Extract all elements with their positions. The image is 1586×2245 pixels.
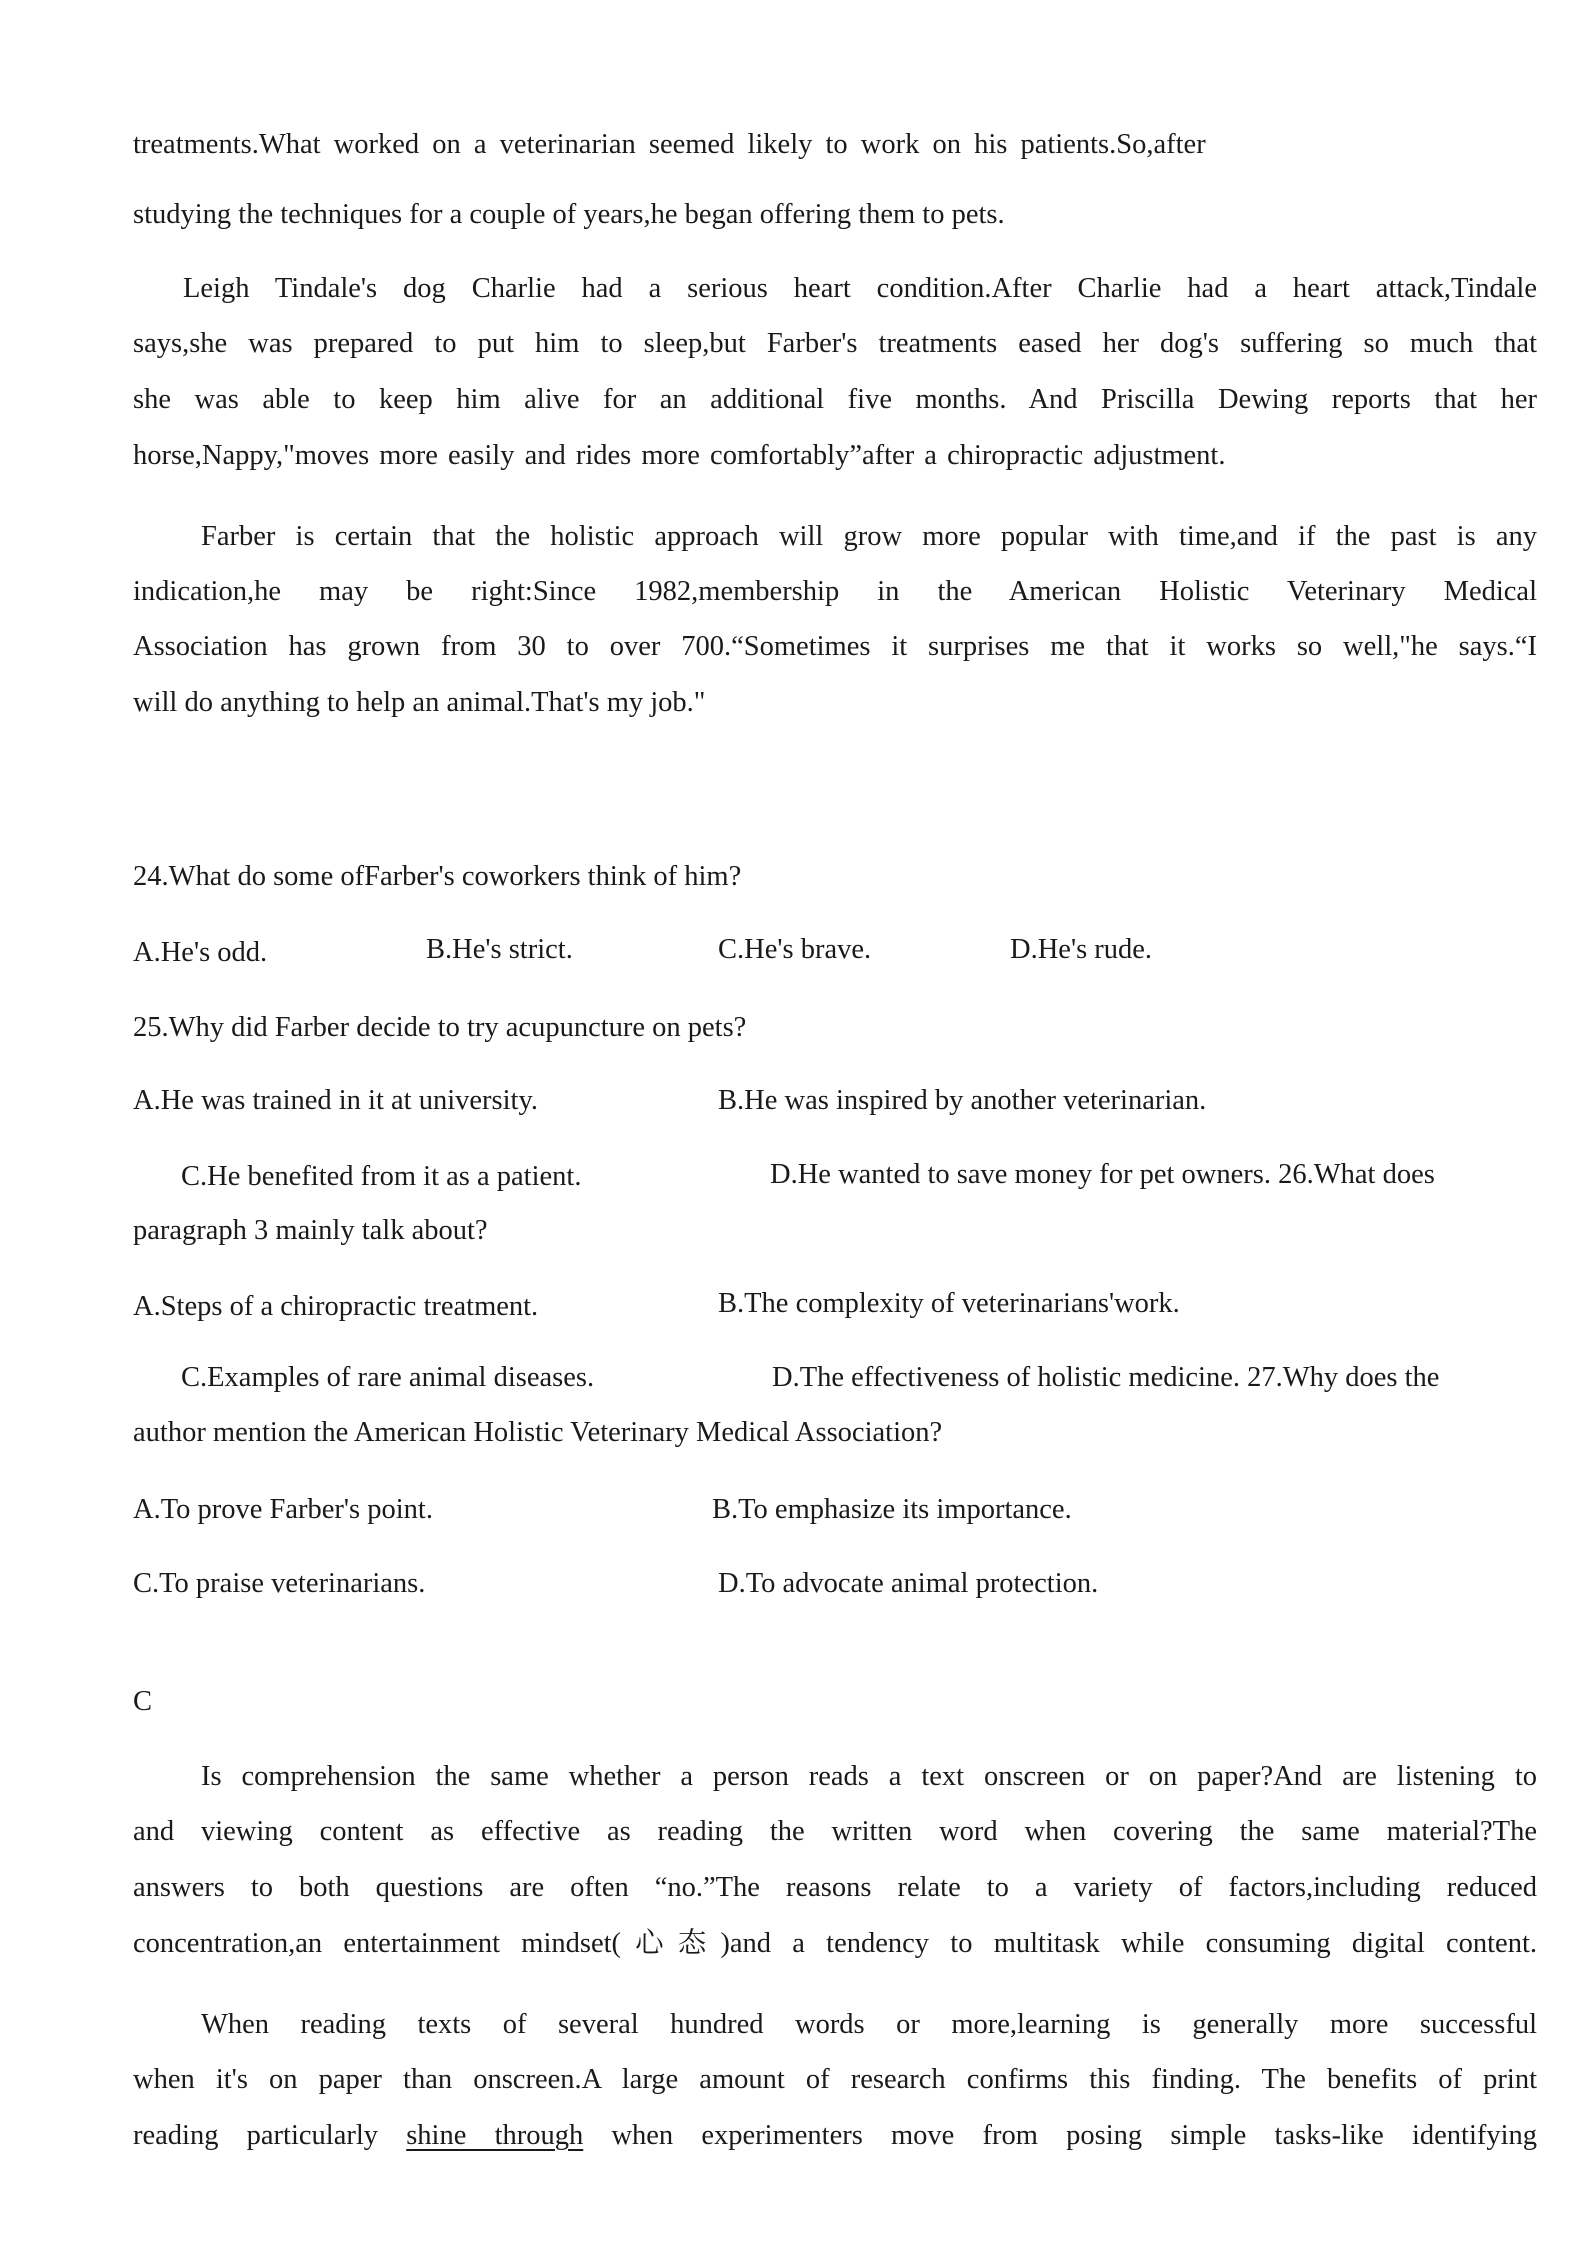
q24-option-b: B.He's strict.	[426, 934, 573, 965]
question-24-stem: 24.What do some ofFarber's coworkers think of him?	[133, 861, 742, 892]
paragraph-line: horse,Nappy,"moves more easily and rides more comfortably”after a chiropractic adjustment.	[133, 440, 1226, 471]
text-run: when experimenters move from posing simple tasks-like identifying	[611, 2120, 1538, 2151]
paragraph-line: and viewing content as effective as reading the written word when covering the same material?The	[133, 1816, 1537, 1847]
q26-option-c: C.Examples of rare animal diseases.	[181, 1362, 595, 1393]
paragraph-line: answers to both questions are often “no.”The reasons relate to a variety of factors,including reduced	[133, 1872, 1537, 1903]
paragraph-line: Farber is certain that the holistic approach will grow more popular with time,and if the past is any	[201, 521, 1537, 552]
paragraph-line: Is comprehension the same whether a person reads a text onscreen or on paper?And are listening to	[201, 1761, 1537, 1792]
paragraph-line: says,she was prepared to put him to sleep,but Farber's treatments eased her dog's suffering so much that	[133, 328, 1537, 359]
q24-option-d: D.He's rude.	[1010, 934, 1153, 965]
paragraph-line: When reading texts of several hundred words or more,learning is generally more successful	[201, 2009, 1537, 2040]
paragraph-line: Association has grown from 30 to over 700.“Sometimes it surprises me that it works so well,"he says.“I	[133, 631, 1537, 662]
question-27-stem: author mention the American Holistic Veterinary Medical Association?	[133, 1417, 943, 1448]
paragraph-line: she was able to keep him alive for an additional five months. And Priscilla Dewing reports that her	[133, 384, 1537, 415]
question-26-stem: paragraph 3 mainly talk about?	[133, 1215, 488, 1246]
question-25-stem: 25.Why did Farber decide to try acupuncture on pets?	[133, 1012, 747, 1043]
underlined-phrase: shine through	[406, 2120, 584, 2151]
paragraph-line: concentration,an entertainment mindset(心态)and a tendency to multitask while consuming digital content.	[133, 1928, 1537, 1959]
q27-option-c: C.To praise veterinarians.	[133, 1568, 426, 1599]
paragraph-line: Leigh Tindale's dog Charlie had a serious heart condition.After Charlie had a heart attack,Tindale	[183, 273, 1537, 304]
q26-option-b: B.The complexity of veterinarians'work.	[718, 1288, 1180, 1319]
q25-option-d: D.He wanted to save money for pet owners. 26.What does	[770, 1159, 1435, 1190]
q26-option-d: D.The effectiveness of holistic medicine. 27.Why does the	[772, 1362, 1440, 1393]
paragraph-line: treatments.What worked on a veterinarian seemed likely to work on his patients.So,after	[133, 129, 1206, 160]
paragraph-line: will do anything to help an animal.That's my job."	[133, 687, 706, 718]
q26-option-a: A.Steps of a chiropractic treatment.	[133, 1291, 539, 1322]
q24-option-a: A.He's odd.	[133, 937, 268, 968]
q27-option-b: B.To emphasize its importance.	[712, 1494, 1072, 1525]
q25-option-a: A.He was trained in it at university.	[133, 1085, 538, 1116]
q27-option-d: D.To advocate animal protection.	[718, 1568, 1099, 1599]
paragraph-line	[133, 2116, 1537, 2156]
q24-option-c: C.He's brave.	[718, 934, 872, 965]
paragraph-line: studying the techniques for a couple of years,he began offering them to pets.	[133, 199, 1005, 230]
q25-option-c: C.He benefited from it as a patient.	[181, 1161, 582, 1192]
text-run: reading particularly	[133, 2120, 379, 2151]
paragraph-line: indication,he may be right:Since 1982,membership in the American Holistic Veterinary Medical	[133, 576, 1537, 607]
q25-option-b: B.He was inspired by another veterinarian.	[718, 1085, 1207, 1116]
section-label: C	[133, 1686, 153, 1717]
paragraph-line: when it's on paper than onscreen.A large amount of research confirms this finding. The benefits of print	[133, 2064, 1537, 2095]
q27-option-a: A.To prove Farber's point.	[133, 1494, 433, 1525]
